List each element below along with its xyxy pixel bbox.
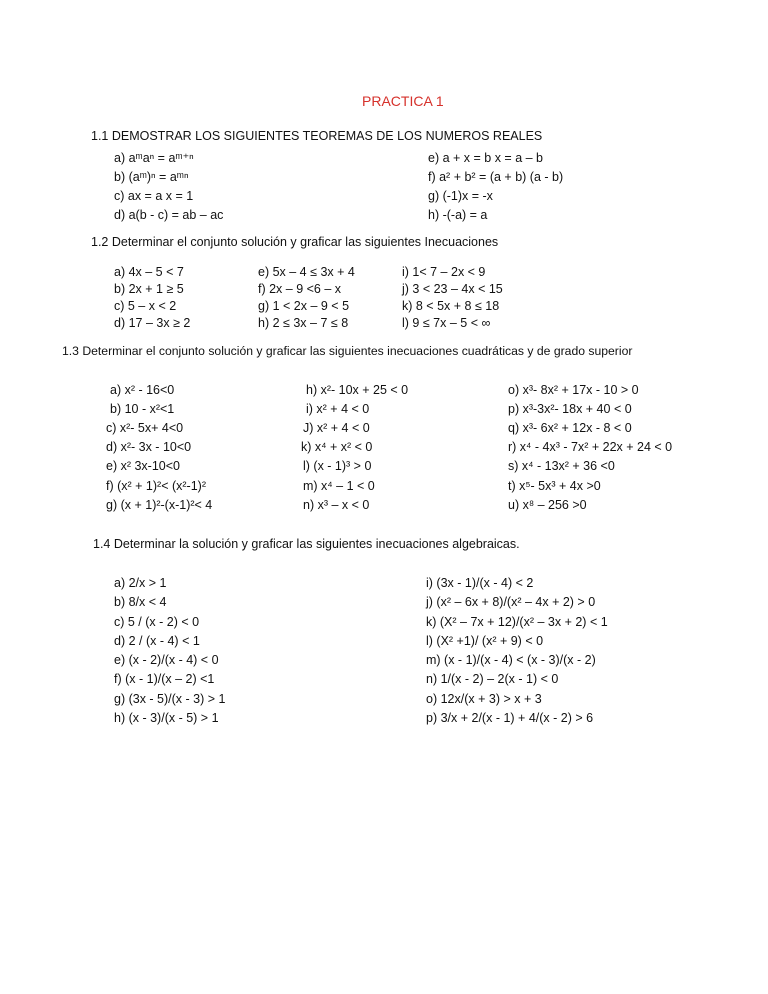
theorem-c: c) ax = a x = 1 bbox=[114, 189, 194, 203]
inequality-1-3-n: n) x³ – x < 0 bbox=[303, 498, 370, 512]
inequality-1-2-a: a) 4x – 5 < 7 bbox=[114, 265, 184, 279]
inequality-1-4-h: h) (x - 3)/(x - 5) > 1 bbox=[114, 711, 219, 725]
inequality-1-2-c: c) 5 – x < 2 bbox=[114, 299, 177, 313]
inequality-1-4-o: o) 12x/(x + 3) > x + 3 bbox=[426, 692, 542, 706]
inequality-1-3-a: a) x² - 16<0 bbox=[110, 383, 175, 397]
inequality-1-4-n: n) 1/(x - 2) – 2(x - 1) < 0 bbox=[426, 672, 559, 686]
section-1-1-heading: 1.1 DEMOSTRAR LOS SIGUIENTES TEOREMAS DE LOS NUMEROS REALES bbox=[91, 129, 543, 143]
inequality-1-3-r: r) x⁴ - 4x³ - 7x² + 22x + 24 < 0 bbox=[508, 440, 673, 454]
theorem-d: d) a(b - c) = ab – ac bbox=[114, 208, 224, 222]
theorem-b: b) (aᵐ)ⁿ = aᵐⁿ bbox=[114, 170, 189, 184]
inequality-1-4-f: f) (x - 1)/(x – 2) <1 bbox=[114, 672, 215, 686]
inequality-1-3-m: m) x⁴ – 1 < 0 bbox=[303, 479, 375, 493]
inequality-1-4-k: k) (X² – 7x + 12)/(x² – 3x + 2) < 1 bbox=[426, 615, 608, 629]
page-title: PRACTICA 1 bbox=[362, 93, 444, 109]
inequality-1-3-u: u) x⁸ – 256 >0 bbox=[508, 498, 587, 512]
inequality-1-4-a: a) 2/x > 1 bbox=[114, 576, 167, 590]
inequality-1-3-j: J) x² + 4 < 0 bbox=[303, 421, 370, 435]
inequality-1-3-f: f) (x² + 1)²< (x²-1)² bbox=[106, 479, 206, 493]
inequality-1-3-d: d) x²- 3x - 10<0 bbox=[106, 440, 192, 454]
inequality-1-3-c: c) x²- 5x+ 4<0 bbox=[106, 421, 184, 435]
inequality-1-3-b: b) 10 - x²<1 bbox=[110, 402, 175, 416]
inequality-1-3-t: t) x⁵- 5x³ + 4x >0 bbox=[508, 479, 601, 493]
inequality-1-4-c: c) 5 / (x - 2) < 0 bbox=[114, 615, 200, 629]
inequality-1-3-l: l) (x - 1)³ > 0 bbox=[303, 459, 372, 473]
inequality-1-4-l: l) (X² +1)/ (x² + 9) < 0 bbox=[426, 634, 544, 648]
inequality-1-2-k: k) 8 < 5x + 8 ≤ 18 bbox=[402, 299, 500, 313]
inequality-1-2-d: d) 17 – 3x ≥ 2 bbox=[114, 316, 191, 330]
theorem-g: g) (-1)x = -x bbox=[428, 189, 493, 203]
inequality-1-3-p: p) x³-3x²- 18x + 40 < 0 bbox=[508, 402, 632, 416]
inequality-1-2-h: h) 2 ≤ 3x – 7 ≤ 8 bbox=[258, 316, 349, 330]
inequality-1-3-e: e) x² 3x-10<0 bbox=[106, 459, 180, 473]
inequality-1-3-q: q) x³- 6x² + 12x - 8 < 0 bbox=[508, 421, 632, 435]
theorem-e: e) a + x = b x = a – b bbox=[428, 151, 544, 165]
inequality-1-3-i: i) x² + 4 < 0 bbox=[306, 402, 370, 416]
inequality-1-2-l: l) 9 ≤ 7x – 5 < ∞ bbox=[402, 316, 491, 330]
inequality-1-2-i: i) 1< 7 – 2x < 9 bbox=[402, 265, 486, 279]
inequality-1-4-j: j) (x² – 6x + 8)/(x² – 4x + 2) > 0 bbox=[426, 595, 596, 609]
inequality-1-3-k: k) x⁴ + x² < 0 bbox=[301, 440, 373, 454]
inequality-1-3-o: o) x³- 8x² + 17x - 10 > 0 bbox=[508, 383, 639, 397]
theorem-h: h) -(-a) = a bbox=[428, 208, 488, 222]
inequality-1-2-b: b) 2x + 1 ≥ 5 bbox=[114, 282, 184, 296]
inequality-1-4-e: e) (x - 2)/(x - 4) < 0 bbox=[114, 653, 219, 667]
theorem-a: a) aᵐaⁿ = aᵐ⁺ⁿ bbox=[114, 151, 194, 165]
inequality-1-2-g: g) 1 < 2x – 9 < 5 bbox=[258, 299, 350, 313]
inequality-1-4-b: b) 8/x < 4 bbox=[114, 595, 167, 609]
inequality-1-2-f: f) 2x – 9 <6 – x bbox=[258, 282, 342, 296]
section-1-4-heading: 1.4 Determinar la solución y graficar las siguientes inecuaciones algebraicas. bbox=[93, 537, 520, 551]
inequality-1-4-d: d) 2 / (x - 4) < 1 bbox=[114, 634, 200, 648]
inequality-1-3-s: s) x⁴ - 13x² + 36 <0 bbox=[508, 459, 615, 473]
inequality-1-2-e: e) 5x – 4 ≤ 3x + 4 bbox=[258, 265, 355, 279]
section-1-2-heading: 1.2 Determinar el conjunto solución y graficar las siguientes Inecuaciones bbox=[91, 235, 499, 249]
inequality-1-4-g: g) (3x - 5)/(x - 3) > 1 bbox=[114, 692, 226, 706]
inequality-1-4-m: m) (x - 1)/(x - 4) < (x - 3)/(x - 2) bbox=[426, 653, 596, 667]
inequality-1-4-p: p) 3/x + 2/(x - 1) + 4/(x - 2) > 6 bbox=[426, 711, 594, 725]
theorem-f: f) a² + b² = (a + b) (a - b) bbox=[428, 170, 564, 184]
section-1-3-heading: 1.3 Determinar el conjunto solución y graficar las siguientes inecuaciones cuadráticas y de grado superior bbox=[62, 344, 633, 358]
inequality-1-3-g: g) (x + 1)²-(x-1)²< 4 bbox=[106, 498, 213, 512]
inequality-1-2-j: j) 3 < 23 – 4x < 15 bbox=[402, 282, 503, 296]
inequality-1-4-i: i) (3x - 1)/(x - 4) < 2 bbox=[426, 576, 534, 590]
inequality-1-3-h: h) x²- 10x + 25 < 0 bbox=[306, 383, 409, 397]
